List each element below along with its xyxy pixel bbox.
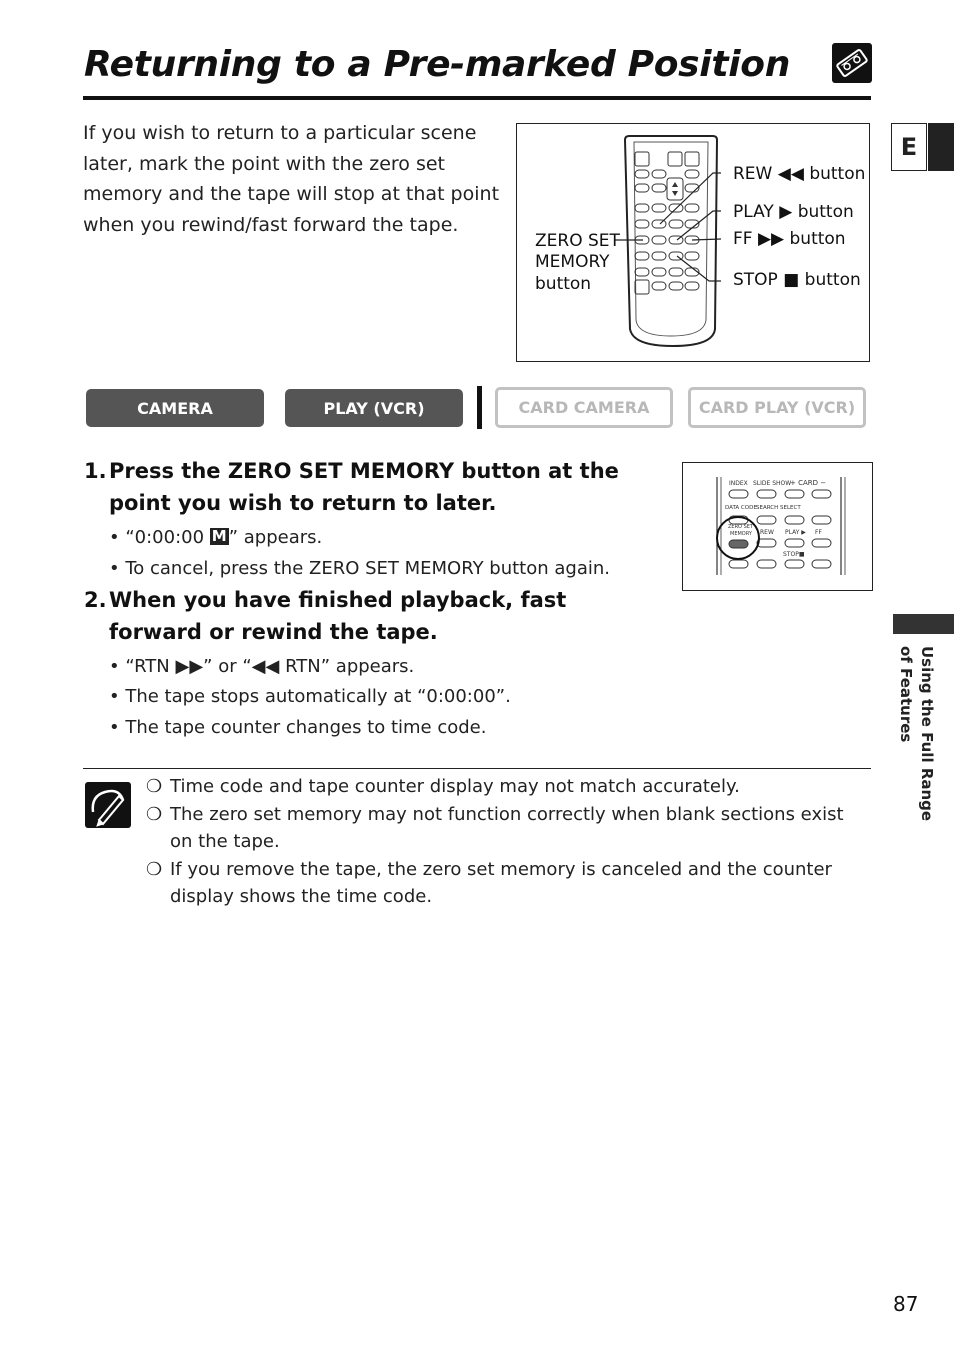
section-tab-bar xyxy=(893,614,954,634)
notes-rule xyxy=(83,768,871,769)
step-2-bullet-3: • The tape counter changes to time code. xyxy=(109,717,487,738)
cassette-tape-icon xyxy=(832,43,872,83)
play-button-label: PLAY ▶ button xyxy=(733,202,854,222)
section-tab-label: Using the Full Range of Features xyxy=(897,646,936,822)
zero-set-closeup-label: ZERO SET xyxy=(728,524,753,530)
page-number: 87 xyxy=(893,1292,919,1316)
bullet-text: ” appears. xyxy=(228,527,323,548)
play-closeup-label: PLAY ▶ xyxy=(785,529,806,536)
note-bullet-icon: ❍ xyxy=(146,803,163,825)
ff-closeup-label: FF xyxy=(815,529,822,536)
language-tab: E xyxy=(891,123,927,171)
note-pencil-icon xyxy=(85,782,131,828)
rew-button-label: REW ◀◀ button xyxy=(733,164,866,184)
index-label: INDEX xyxy=(729,480,748,487)
search-select-label: SEARCH SELECT xyxy=(756,505,801,511)
language-tab-bar xyxy=(928,123,954,171)
stop-button-label: STOP ■ button xyxy=(733,270,861,290)
remote-closeup-figure xyxy=(682,462,873,591)
page-title: Returning to a Pre-marked Position xyxy=(84,44,791,85)
mode-card-play-vcr: CARD PLAY (VCR) xyxy=(688,387,866,428)
zero-set-label-line1: ZERO SET xyxy=(535,231,620,251)
step-1-bullet-1 xyxy=(109,522,322,553)
ff-button-label: FF ▶▶ button xyxy=(733,229,846,249)
note-text: The zero set memory may not function correctly when blank sections exist on the tape. xyxy=(170,803,844,852)
title-rule xyxy=(83,96,871,100)
section-tab xyxy=(893,646,937,826)
remote-control-figure xyxy=(516,123,870,362)
card-label: + CARD − xyxy=(790,479,827,487)
note-bullet-icon: ❍ xyxy=(146,776,163,797)
step-1-text: Press the ZERO SET MEMORY button at the point you wish to return to later. xyxy=(109,459,619,515)
step-1-bullet-2: • To cancel, press the ZERO SET MEMORY button again. xyxy=(109,558,611,579)
step-2-bullet-1: • “RTN ▶▶” or “◀◀ RTN” appears. xyxy=(109,656,415,677)
note-item xyxy=(146,801,866,856)
zero-set-marker-icon: M xyxy=(211,527,227,545)
rew-closeup-label: REW xyxy=(760,529,774,536)
note-bullet-icon: ❍ xyxy=(146,858,163,880)
note-text: If you remove the tape, the zero set memory is canceled and the counter display shows the time code. xyxy=(170,858,832,907)
intro-paragraph: If you wish to return to a particular scene later, mark the point with the zero set memory and the tape will stop at that point when you rewind/fast forward the tape. xyxy=(83,122,500,237)
step-2-number: 2. xyxy=(84,588,107,612)
memory-closeup-label: MEMORY xyxy=(730,531,752,537)
step-2-heading xyxy=(84,584,664,648)
zero-set-label-line2: MEMORY xyxy=(535,252,610,272)
stop-closeup-label: STOP■ xyxy=(783,551,805,558)
step-2-bullet-2: • The tape stops automatically at “0:00:00”. xyxy=(109,686,511,707)
bullet-text: • “0:00:00 xyxy=(109,527,210,548)
slide-show-label: SLIDE SHOW xyxy=(753,480,792,487)
zero-set-label-line3: button xyxy=(535,274,592,294)
mode-play-vcr: PLAY (VCR) xyxy=(285,389,463,427)
step-2-text: When you have finished playback, fast forward or rewind the tape. xyxy=(109,588,567,644)
note-text: Time code and tape counter display may not match accurately. xyxy=(170,776,740,797)
note-item xyxy=(146,856,866,911)
note-item xyxy=(146,773,866,801)
step-1-number: 1. xyxy=(84,459,107,483)
data-code-label: DATA CODE xyxy=(725,505,757,511)
step-1-heading xyxy=(84,455,644,519)
mode-separator xyxy=(477,386,482,429)
mode-camera: CAMERA xyxy=(86,389,264,427)
notes-list xyxy=(146,773,866,911)
mode-card-camera: CARD CAMERA xyxy=(495,387,673,428)
